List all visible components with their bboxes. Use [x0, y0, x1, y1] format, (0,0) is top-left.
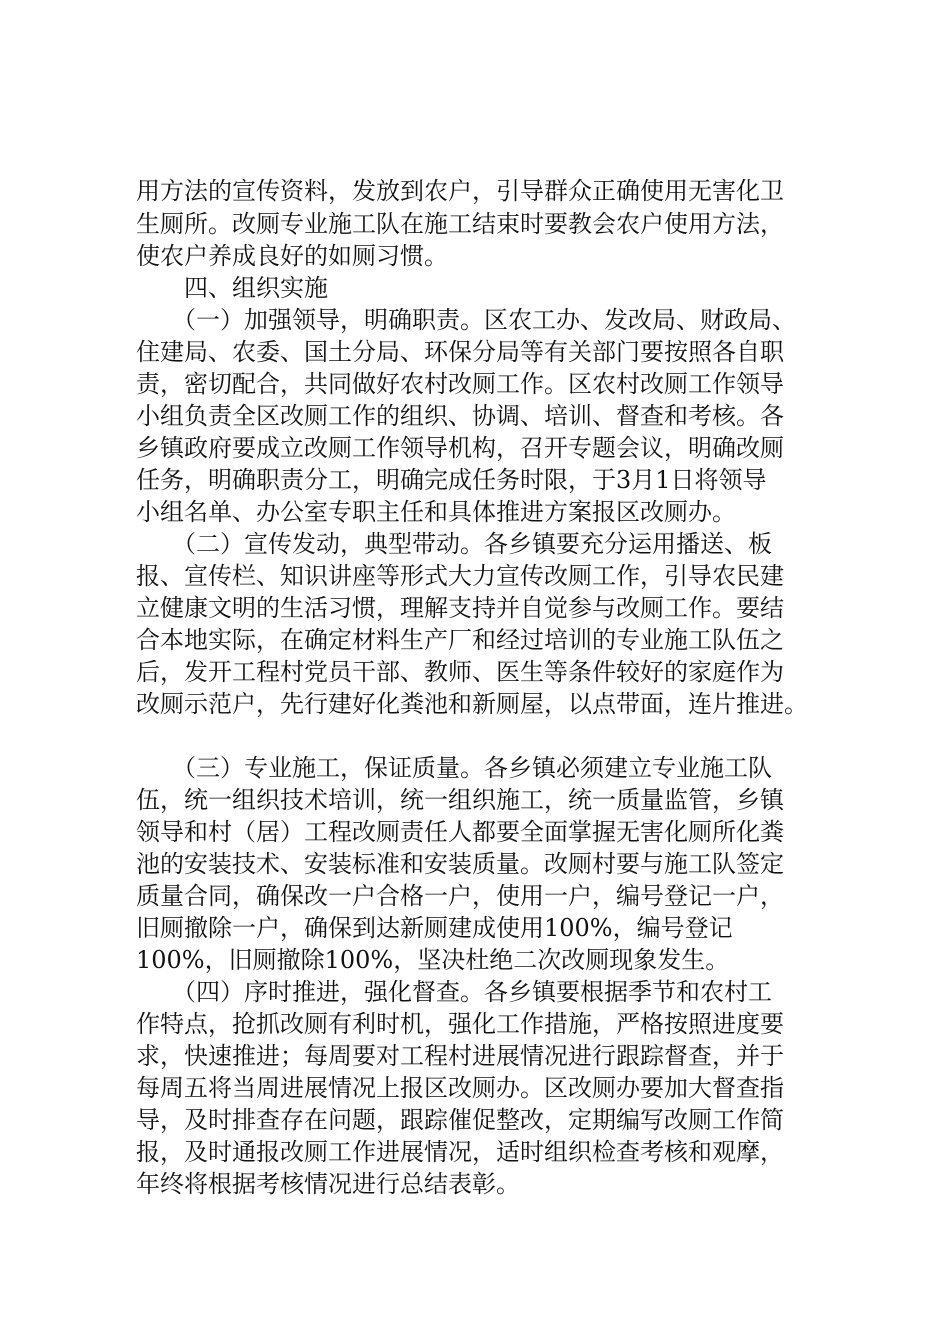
text-line: 年终将根据考核情况进行总结表彰。 [136, 1170, 520, 1198]
text-line: （一）加强领导，明确职责。区农工办、发改局、财政局、 [136, 306, 796, 334]
text-line: 每周五将当周进展情况上报区改厕办。区改厕办要加大督查指 [136, 1074, 784, 1102]
text-line: 生厕所。改厕专业施工队在施工结束时要教会农户使用方法， [136, 210, 784, 238]
text-line: 100%，旧厕撤除100%，坚决杜绝二次改厕现象发生。 [136, 946, 730, 974]
text-line: 报，及时通报改厕工作进展情况，适时组织检查考核和观摩， [136, 1138, 784, 1166]
text-line: 改厕示范户，先行建好化粪池和新厕屋，以点带面，连片推进。 [136, 690, 808, 718]
text-line: 报、宣传栏、知识讲座等形式大力宣传改厕工作，引导农民建 [136, 562, 784, 590]
text-line: 乡镇政府要成立改厕工作领导机构，召开专题会议，明确改厕 [136, 434, 784, 462]
text-line: 作特点，抢抓改厕有利时机，强化工作措施，严格按照进度要 [136, 1010, 784, 1038]
text-line: 后，发开工程村党员干部、教师、医生等条件较好的家庭作为 [136, 658, 784, 686]
text-line: 使农户养成良好的如厕习惯。 [136, 242, 448, 270]
text-line: （三）专业施工，保证质量。各乡镇必须建立专业施工队 [136, 754, 772, 782]
text-line: 池的安装技术、安装标准和安装质量。改厕村要与施工队签定 [136, 850, 784, 878]
text-line: 质量合同，确保改一户合格一户，使用一户，编号登记一户， [136, 882, 784, 910]
text-line: （二）宣传发动，典型带动。各乡镇要充分运用播送、板 [136, 530, 772, 558]
text-line: 任务，明确职责分工，明确完成任务时限，于3月1日将领导 [136, 466, 767, 494]
text-line: 求，快速推进；每周要对工程村进展情况进行跟踪督查，并于 [136, 1042, 784, 1070]
text-line: 用方法的宣传资料，发放到农户，引导群众正确使用无害化卫 [136, 177, 784, 205]
text-line: 旧厕撤除一户，确保到达新厕建成使用100%，编号登记 [136, 914, 733, 942]
text-line: （四）序时推进，强化督查。各乡镇要根据季节和农村工 [136, 978, 772, 1006]
text-line: 小组名单、办公室专职主任和具体推进方案报区改厕办。 [136, 498, 736, 526]
text-line: 领导和村（居）工程改厕责任人都要全面掌握无害化厕所化粪 [136, 818, 784, 846]
text-line: 责，密切配合，共同做好农村改厕工作。区农村改厕工作领导 [136, 370, 784, 398]
text-line: 住建局、农委、国土分局、环保分局等有关部门要按照各自职 [136, 338, 784, 366]
text-line: 导，及时排查存在问题，跟踪催促整改，定期编写改厕工作简 [136, 1106, 784, 1134]
text-line: 小组负责全区改厕工作的组织、协调、培训、督查和考核。各 [136, 402, 784, 430]
text-line: 合本地实际，在确定材料生产厂和经过培训的专业施工队伍之 [136, 626, 784, 654]
text-line: 立健康文明的生活习惯，理解支持并自觉参与改厕工作。要结 [136, 594, 784, 622]
text-line: 伍，统一组织技术培训，统一组织施工，统一质量监管，乡镇 [136, 786, 784, 814]
section-heading: 四、组织实施 [136, 274, 328, 302]
